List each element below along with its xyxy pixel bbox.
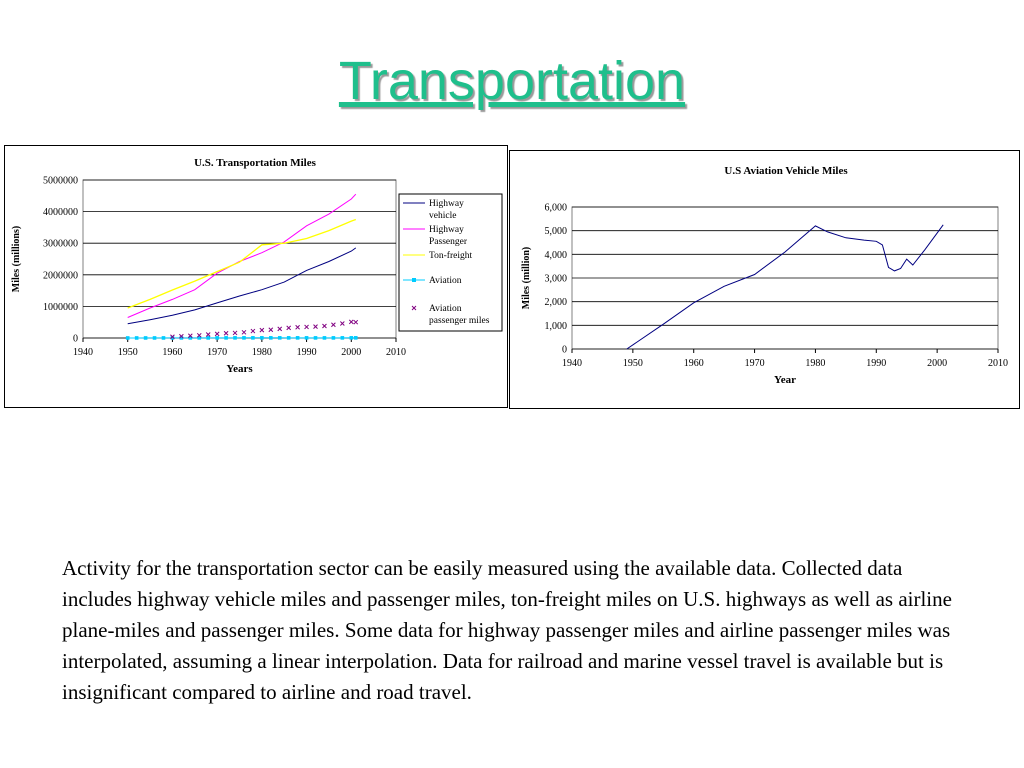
series-line-highway-passenger [128,194,356,317]
body-paragraph: Activity for the transportation sector can be easily measured using the available data. Collected data includes highway vehicle miles and passenger miles, ton-freight miles on U.S. highways as well as airline plane-miles and passenger miles. Some data for highway passenger miles and airline passenger miles was interpolated, assuming a linear interpolation. Data for railroad and marine vessel travel is available but is insignificant compared to airline and road travel. [62,556,952,704]
x-tick-label: 1980 [805,358,826,369]
x-tick-label: 1960 [162,347,183,358]
data-point [340,321,344,325]
data-point [296,325,300,329]
data-point [296,336,300,340]
series-line-ton-freight [128,220,356,309]
data-point [305,336,309,340]
y-tick-label: 0 [73,333,78,345]
data-point [278,336,282,340]
data-point [260,328,264,332]
data-point [162,336,166,340]
data-point [233,336,237,340]
data-point [242,330,246,334]
y-tick-label: 1,000 [544,320,567,332]
data-point [287,326,291,330]
data-point [251,336,255,340]
y-axis-title: Miles (million) [521,246,532,310]
data-point [305,325,309,329]
x-tick-label: 2000 [341,347,362,358]
data-point [215,336,219,340]
x-axis-title: Year [774,374,796,386]
y-tick-label: 6,000 [544,202,567,214]
x-tick-label: 2010 [988,358,1008,369]
y-tick-label: 3000000 [43,238,78,250]
y-tick-label: 5,000 [544,226,567,238]
data-point [349,336,353,340]
chart-title: U.S. Transportation Miles [194,157,316,169]
x-tick-label: 1990 [296,347,317,358]
data-point [215,332,219,336]
aviation-miles-svg [510,151,1019,408]
data-point [354,336,358,340]
x-tick-label: 1940 [73,347,93,358]
y-tick-label: 5000000 [43,175,78,187]
data-point [126,336,130,340]
data-point [224,336,228,340]
x-tick-label: 1960 [683,358,704,369]
data-point [354,320,358,324]
data-point [323,336,327,340]
data-point [242,336,246,340]
data-point [260,336,264,340]
data-point [341,336,345,340]
data-point [314,325,318,329]
y-tick-label: 4,000 [544,249,567,261]
data-point [224,331,228,335]
data-point [278,327,282,331]
slide-title: Transportation [338,51,686,111]
data-point [206,336,210,340]
legend-label: Passenger [429,237,467,247]
data-point [314,336,318,340]
series-line-highway-vehicle [128,248,356,324]
data-point [332,336,336,340]
x-tick-label: 1940 [562,358,582,369]
legend-label: passenger miles [429,316,490,326]
data-point [349,320,353,324]
plot-area [83,180,396,338]
legend-label: Aviation [429,276,462,286]
y-axis-title: Miles (millions) [11,225,22,293]
x-tick-label: 1970 [744,358,765,369]
y-tick-label: 1000000 [43,301,78,313]
data-point [331,323,335,327]
aviation-miles-chart [509,150,1020,409]
x-tick-label: 1990 [866,358,887,369]
data-point [287,336,291,340]
x-tick-label: 2000 [927,358,948,369]
data-point [144,336,148,340]
y-tick-label: 3,000 [544,273,567,285]
data-point [206,333,210,337]
x-tick-label: 1950 [622,358,643,369]
y-tick-label: 4000000 [43,207,78,219]
x-tick-label: 1950 [117,347,138,358]
legend-label: vehicle [429,211,457,221]
x-tick-label: 2010 [386,347,406,358]
legend-label: Ton-freight [429,251,473,261]
data-point [251,329,255,333]
data-point [135,336,139,340]
transportation-miles-chart [4,145,508,408]
data-point [233,331,237,335]
transportation-miles-svg [5,146,507,407]
legend-label: Aviation [429,304,462,314]
data-point [153,336,157,340]
legend-label: Highway [429,225,464,235]
data-point [322,324,326,328]
y-tick-label: 0 [562,344,567,356]
x-tick-label: 1980 [251,347,272,358]
chart-title: U.S Aviation Vehicle Miles [724,165,848,177]
x-tick-label: 1970 [207,347,228,358]
data-point [269,328,273,332]
y-tick-label: 2,000 [544,297,567,309]
data-point [269,336,273,340]
y-tick-label: 2000000 [43,270,78,282]
legend-label: Highway [429,199,464,209]
legend-marker [412,278,416,282]
x-axis-title: Years [226,363,253,375]
series-line-series-0 [627,225,943,349]
